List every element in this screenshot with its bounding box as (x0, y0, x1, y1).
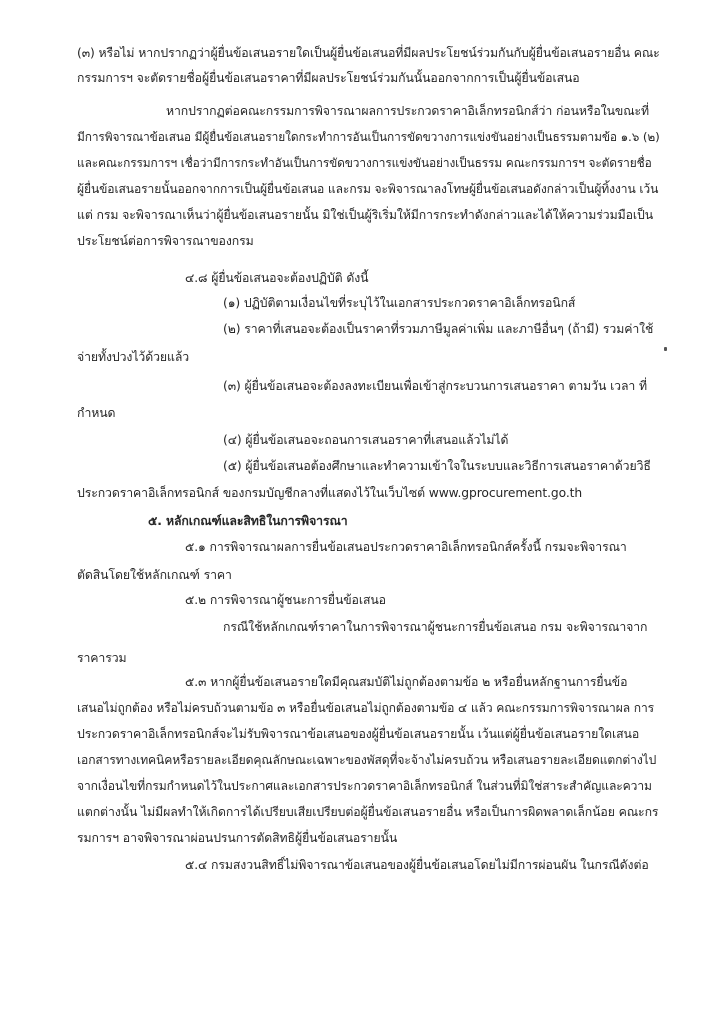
text-line: แต่ กรม จะพิจารณาเห็นว่าผู้ยื่นข้อเสนอรายนั้น มิใช่เป็นผู้ริเริ่มให้มีการกระทำดังกล่าวและได้ให้ความร่วมมือเป็น (77, 208, 654, 222)
section-item-5-4: ๕.๔ กรมสงวนสิทธิ์ไม่พิจารณาข้อเสนอของผู้ยื่นข้อเสนอโดยไม่มีการผ่อนผัน ในกรณีดังต่อ (185, 858, 649, 872)
section-heading: ๕. หลักเกณฑ์และสิทธิในการพิจารณา (148, 514, 348, 528)
text-line: ราคารวม (77, 651, 127, 665)
text-line: ประกวดราคาอิเล็กทรอนิกส์จะไม่รับพิจารณาข้อเสนอของผู้ยื่นข้อเสนอรายนั้น เว้นแต่ผู้ยื่นข้อเสนอรายใดเสนอ (77, 727, 640, 741)
list-item: (๕) ผู้ยื่นข้อเสนอต้องศึกษาและทำความเข้าใจในระบบและวิธีการเสนอราคาด้วยวิธี (223, 459, 651, 473)
text-line: กำหนด (77, 406, 116, 420)
section-item-5-1: ๕.๑ การพิจารณาผลการยื่นข้อเสนอประกวดราคาอิเล็กทรอนิกส์ครั้งนี้ กรมจะพิจารณา (185, 540, 627, 554)
text-line: รมการฯ อาจพิจารณาผ่อนปรนการตัดสิทธิผู้ยื่นข้อเสนอรายนั้น (77, 831, 398, 845)
text-line: จากเงื่อนไขที่กรมกำหนดไว้ในประกาศและเอกสารประกวดราคาอิเล็กทรอนิกส์ ในส่วนที่มิใช่สาระสำคัญและความ (77, 779, 652, 793)
list-item: (๒) ราคาที่เสนอจะต้องเป็นราคาที่รวมภาษีมูลค่าเพิ่ม และภาษีอื่นๆ (ถ้ามี) รวมค่าใช้ (223, 322, 654, 336)
section-item-5-2: ๕.๒ การพิจารณาผู้ชนะการยื่นข้อเสนอ (185, 593, 386, 607)
text-line: กรณีใช้หลักเกณฑ์ราคาในการพิจารณาผู้ชนะการยื่นข้อเสนอ กรม จะพิจารณาจาก (223, 620, 648, 634)
text-line: ผู้ยื่นข้อเสนอรายนั้นออกจากการเป็นผู้ยื่นข้อเสนอ และกรม จะพิจารณาลงโทษผู้ยื่นข้อเสนอดังกล่าวเป็นผู้ทิ้งงาน เว้น (77, 182, 659, 196)
section-item-4-8: ๔.๘ ผู้ยื่นข้อเสนอจะต้องปฏิบัติ ดังนี้ (185, 271, 369, 285)
text-line: (๓) หรือไม่ หากปรากฏว่าผู้ยื่นข้อเสนอรายใดเป็นผู้ยื่นข้อเสนอที่มีผลประโยชน์ร่วมกันกับผู้ยื่นข้อเสนอรายอื่น คณะ (77, 46, 660, 60)
text-line: แตกต่างนั้น ไม่มีผลทำให้เกิดการได้เปรียบเสียเปรียบต่อผู้ยื่นข้อเสนอรายอื่น หรือเป็นการผิดพลาดเล็กน้อย คณะกร (77, 805, 659, 819)
text-line: เสนอไม่ถูกต้อง หรือไม่ครบถ้วนตามข้อ ๓ หรือยื่นข้อเสนอไม่ถูกต้องตามข้อ ๔ แล้ว คณะกรรมการพิจารณาผล การ (77, 701, 655, 715)
text-line: มีการพิจารณาข้อเสนอ มีผู้ยื่นข้อเสนอรายใดกระทำการอันเป็นการขัดขวางการแข่งขันอย่างเป็นธรรมตามข้อ ๑.๖ (๒) (77, 130, 660, 144)
text-line: ประกวดราคาอิเล็กทรอนิกส์ ของกรมบัญชีกลางที่แสดงไว้ในเว็บไซต์ www.gprocurement.go.th (77, 486, 583, 500)
text-line: กรรมการฯ จะตัดรายชื่อผู้ยื่นข้อเสนอราคาที่มีผลประโยชน์ร่วมกันนั้นออกจากการเป็นผู้ยื่นข้อเสนอ (77, 71, 580, 85)
text-line: ตัดสินโดยใช้หลักเกณฑ์ ราคา (77, 568, 232, 582)
section-item-5-3: ๕.๓ หากผู้ยื่นข้อเสนอรายใดมีคุณสมบัติไม่ถูกต้องตามข้อ ๒ หรือยื่นหลักฐานการยื่นข้อ (185, 675, 628, 689)
text-line: ประโยชน์ต่อการพิจารณาของกรม (77, 234, 254, 248)
scan-speck (664, 347, 667, 351)
text-line: หากปรากฏต่อคณะกรรมการพิจารณาผลการประกวดราคาอิเล็กทรอนิกส์ว่า ก่อนหรือในขณะที่ (166, 104, 650, 118)
text-line: เอกสารทางเทคนิคหรือรายละเอียดคุณลักษณะเฉพาะของพัสดุที่จะจ้างไม่ครบถ้วน หรือเสนอรายละเอียดแตกต่างไป (77, 753, 657, 767)
list-item: (๔) ผู้ยื่นข้อเสนอจะถอนการเสนอราคาที่เสนอแล้วไม่ได้ (223, 433, 509, 447)
text-line: และคณะกรรมการฯ เชื่อว่ามีการกระทำอันเป็นการขัดขวางการแข่งขันอย่างเป็นธรรม คณะกรรมการฯ จะตัดรายชื่อ (77, 156, 652, 170)
list-item: (๓) ผู้ยื่นข้อเสนอจะต้องลงทะเบียนเพื่อเข้าสู่กระบวนการเสนอราคา ตามวัน เวลา ที่ (223, 379, 648, 393)
text-line: จ่ายทั้งปวงไว้ด้วยแล้ว (77, 350, 190, 364)
list-item: (๑) ปฏิบัติตามเงื่อนไขที่ระบุไว้ในเอกสารประกวดราคาอิเล็กทรอนิกส์ (223, 296, 576, 310)
